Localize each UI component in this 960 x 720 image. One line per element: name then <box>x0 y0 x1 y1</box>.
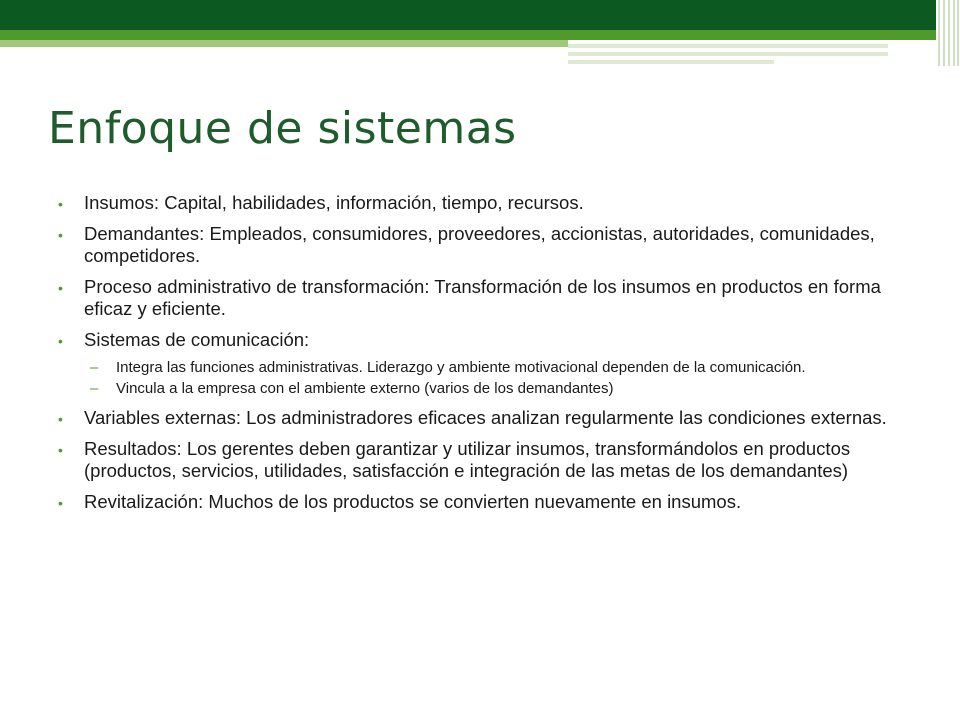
header-stripes <box>936 0 960 66</box>
bullet-item <box>58 276 924 320</box>
bullet-icon: • <box>58 280 63 296</box>
bullet-text: Sistemas de comunicación: <box>84 329 310 350</box>
header-bar-light <box>0 40 568 47</box>
header-thin-line <box>568 60 774 64</box>
header-bar-dark <box>0 0 936 30</box>
bullet-icon: • <box>58 442 63 458</box>
slide-title: Enfoque de sistemas <box>48 103 517 154</box>
bullet-item <box>58 438 924 482</box>
bullet-text: Insumos: Capital, habilidades, información, tiempo, recursos. <box>84 192 584 213</box>
sub-bullet-item <box>58 358 924 377</box>
bullet-item <box>58 329 924 351</box>
bullet-item <box>58 223 924 267</box>
bullet-icon: • <box>58 227 63 243</box>
bullet-text: Proceso administrativo de transformación: Transformación de los insumos en productos en forma eficaz y eficiente. <box>84 276 881 319</box>
bullet-text: Revitalización: Muchos de los productos se convierten nuevamente en insumos. <box>84 491 742 512</box>
bullet-icon: • <box>58 495 63 511</box>
bullet-text: Resultados: Los gerentes deben garantizar y utilizar insumos, transformándolos en productos (productos, servicios, utilidades, satisfacción e integración de las metas de los demandantes) <box>84 438 851 481</box>
dash-icon: – <box>90 380 99 397</box>
bullet-item <box>58 192 924 214</box>
header-bar-green <box>0 30 936 40</box>
dash-icon: – <box>90 359 99 376</box>
bullet-icon: • <box>58 196 63 212</box>
bullet-text: Variables externas: Los administradores eficaces analizan regularmente las condiciones externas. <box>84 407 887 428</box>
sub-bullet-text: Integra las funciones administrativas. Liderazgo y ambiente motivacional dependen de la comunicación. <box>116 359 806 376</box>
header-thin-line <box>568 52 888 56</box>
slide-content <box>58 192 924 522</box>
bullet-icon: • <box>58 333 63 349</box>
sub-bullet-text: Vincula a la empresa con el ambiente externo (varios de los demandantes) <box>116 380 614 397</box>
bullet-item <box>58 407 924 429</box>
bullet-text: Demandantes: Empleados, consumidores, proveedores, accionistas, autoridades, comunidades, competidores. <box>84 223 875 266</box>
bullet-item <box>58 491 924 513</box>
sub-bullet-item <box>58 379 924 398</box>
header-thin-line <box>568 44 888 48</box>
bullet-icon: • <box>58 411 63 427</box>
decorative-header-banner <box>0 0 960 66</box>
